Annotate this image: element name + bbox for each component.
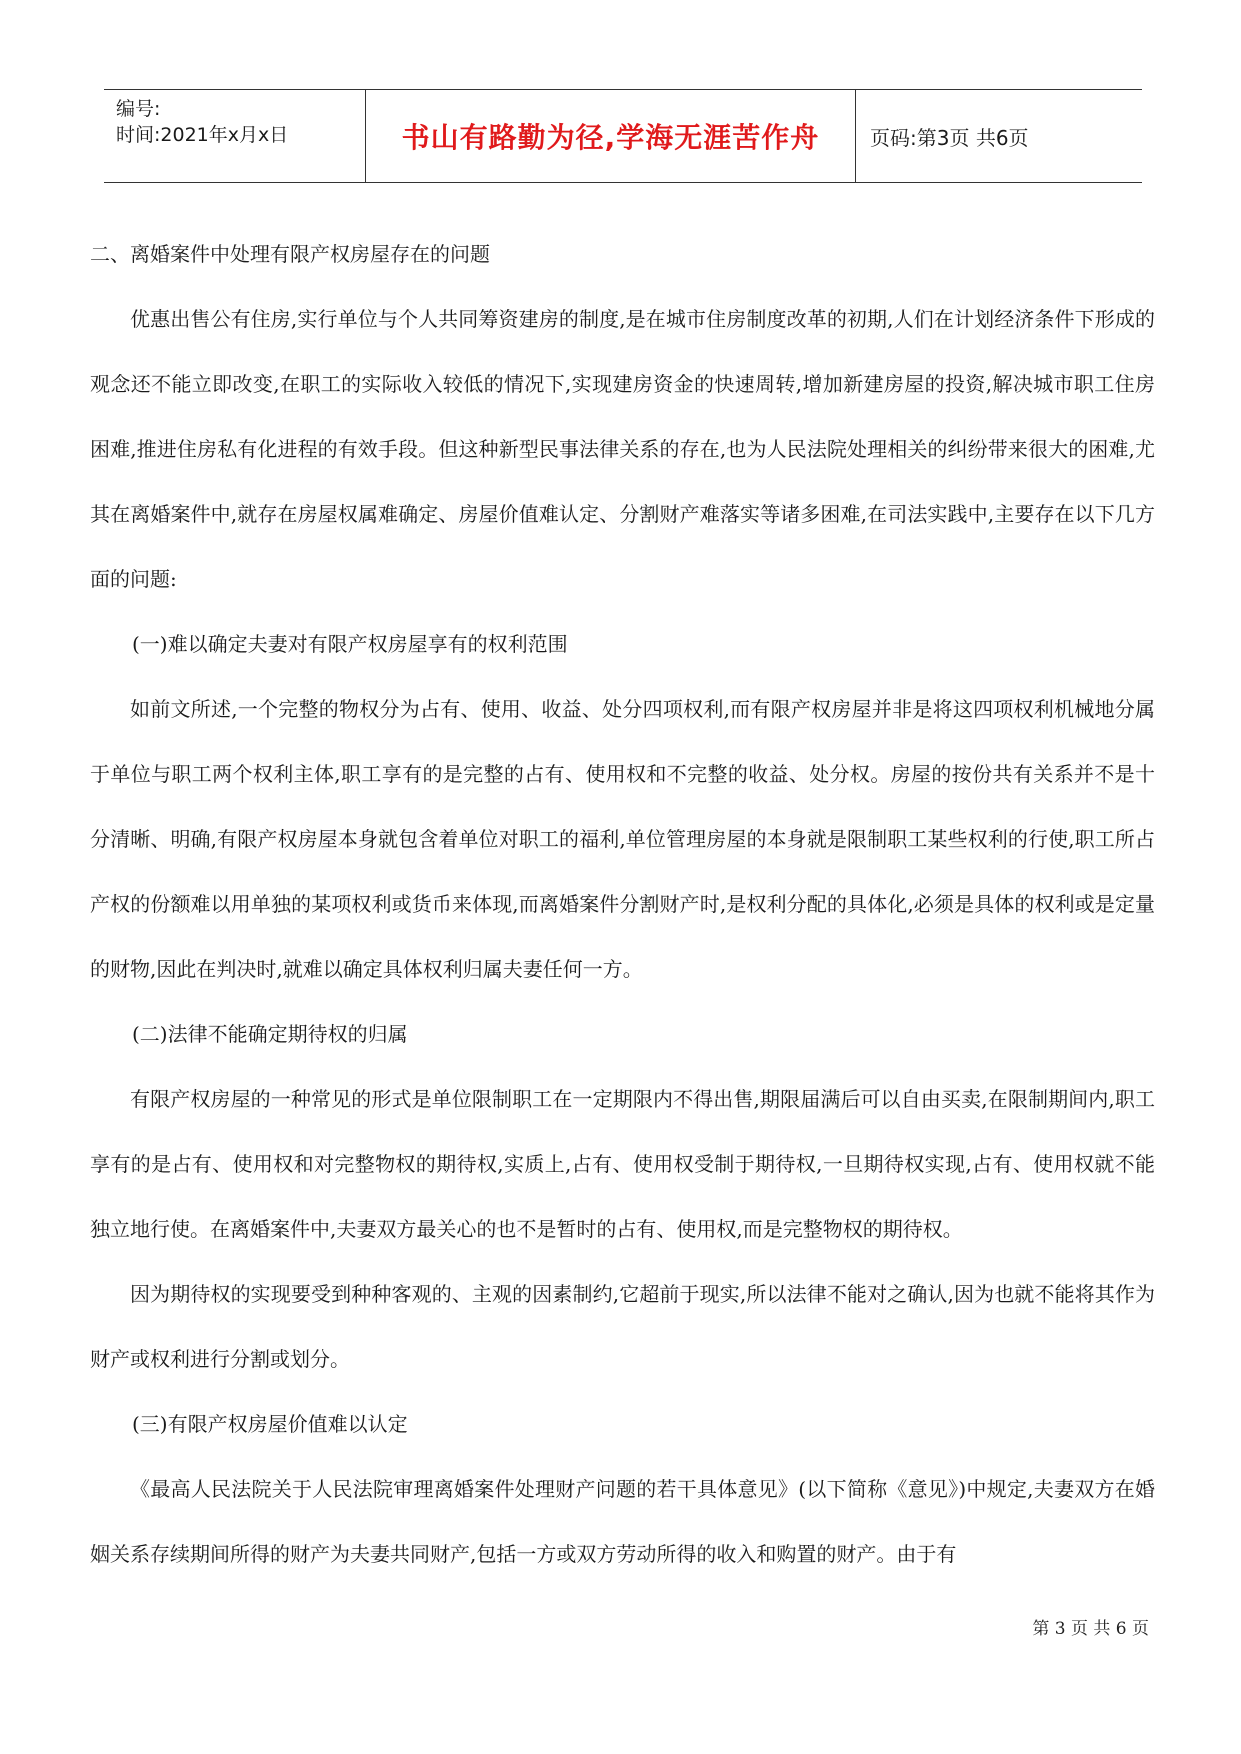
page-info: 页码:第3页 共6页 <box>870 125 1029 150</box>
section-heading: 二、离婚案件中处理有限产权房屋存在的问题 <box>90 242 490 266</box>
time-label: 时间:2021年x月x日 <box>116 124 289 146</box>
paragraph-3: 有限产权房屋的一种常见的形式是单位限制职工在一定期限内不得出售,期限届满后可以自由买卖,在限制期间内,职工享有的是占有、使用权和对完整物权的期待权,实质上,占有、使用权受制于期待权,一旦期待权实现,占有、使用权就不能独立地行使。在离婚案件中,夫妻双方最关心的也不是暂时的占有、使用权,而是完整物权的期待权。 <box>90 1087 1155 1241</box>
paragraph-4: 因为期待权的实现要受到种种客观的、主观的因素制约,它超前于现实,所以法律不能对之确认,因为也就不能将其作为财产或权利进行分割或划分。 <box>90 1282 1155 1371</box>
paragraph-1: 优惠出售公有住房,实行单位与个人共同筹资建房的制度,是在城市住房制度改革的初期,人们在计划经济条件下形成的观念还不能立即改变,在职工的实际收入较低的情况下,实现建房资金的快速周转,增加新建房屋的投资,解决城市职工住房困难,推进住房私有化进程的有效手段。但这种新型民事法律关系的存在,也为人民法院处理相关的纠纷带来很大的困难,尤其在离婚案件中,就存在房屋权属难确定、房屋价值难认定、分割财产难落实等诸多困难,在司法实践中,主要存在以下几方面的问题: <box>90 307 1155 591</box>
document-body <box>90 222 1155 1587</box>
subheading-3: (三)有限产权房屋价值难以认定 <box>132 1412 408 1436</box>
paragraph-5: 《最高人民法院关于人民法院审理离婚案件处理财产问题的若干具体意见》(以下简称《意见》)中规定,夫妻双方在婚姻关系存续期间所得的财产为夫妻共同财产,包括一方或双方劳动所得的收入和购置的财产。由于有 <box>90 1477 1155 1566</box>
header-motto-cell <box>366 90 856 182</box>
subheading-1: (一)难以确定夫妻对有限产权房屋享有的权利范围 <box>132 632 568 656</box>
page-footer: 第 3 页 共 6 页 <box>1032 1619 1149 1639</box>
header-meta-cell <box>104 90 366 182</box>
motto-text: 书山有路勤为径,学海无涯苦作舟 <box>401 121 820 154</box>
header-page-cell <box>856 90 1142 182</box>
paragraph-2: 如前文所述,一个完整的物权分为占有、使用、收益、处分四项权利,而有限产权房屋并非是将这四项权利机械地分属于单位与职工两个权利主体,职工享有的是完整的占有、使用权和不完整的收益、处分权。房屋的按份共有关系并不是十分清晰、明确,有限产权房屋本身就包含着单位对职工的福利,单位管理房屋的本身就是限制职工某些权利的行使,职工所占产权的份额难以用单独的某项权利或货币来体现,而离婚案件分割财产时,是权利分配的具体化,必须是具体的权利或是定量的财物,因此在判决时,就难以确定具体权利归属夫妻任何一方。 <box>90 697 1155 981</box>
document-header <box>104 89 1142 183</box>
subheading-2: (二)法律不能确定期待权的归属 <box>132 1022 408 1046</box>
number-label: 编号: <box>116 98 161 120</box>
